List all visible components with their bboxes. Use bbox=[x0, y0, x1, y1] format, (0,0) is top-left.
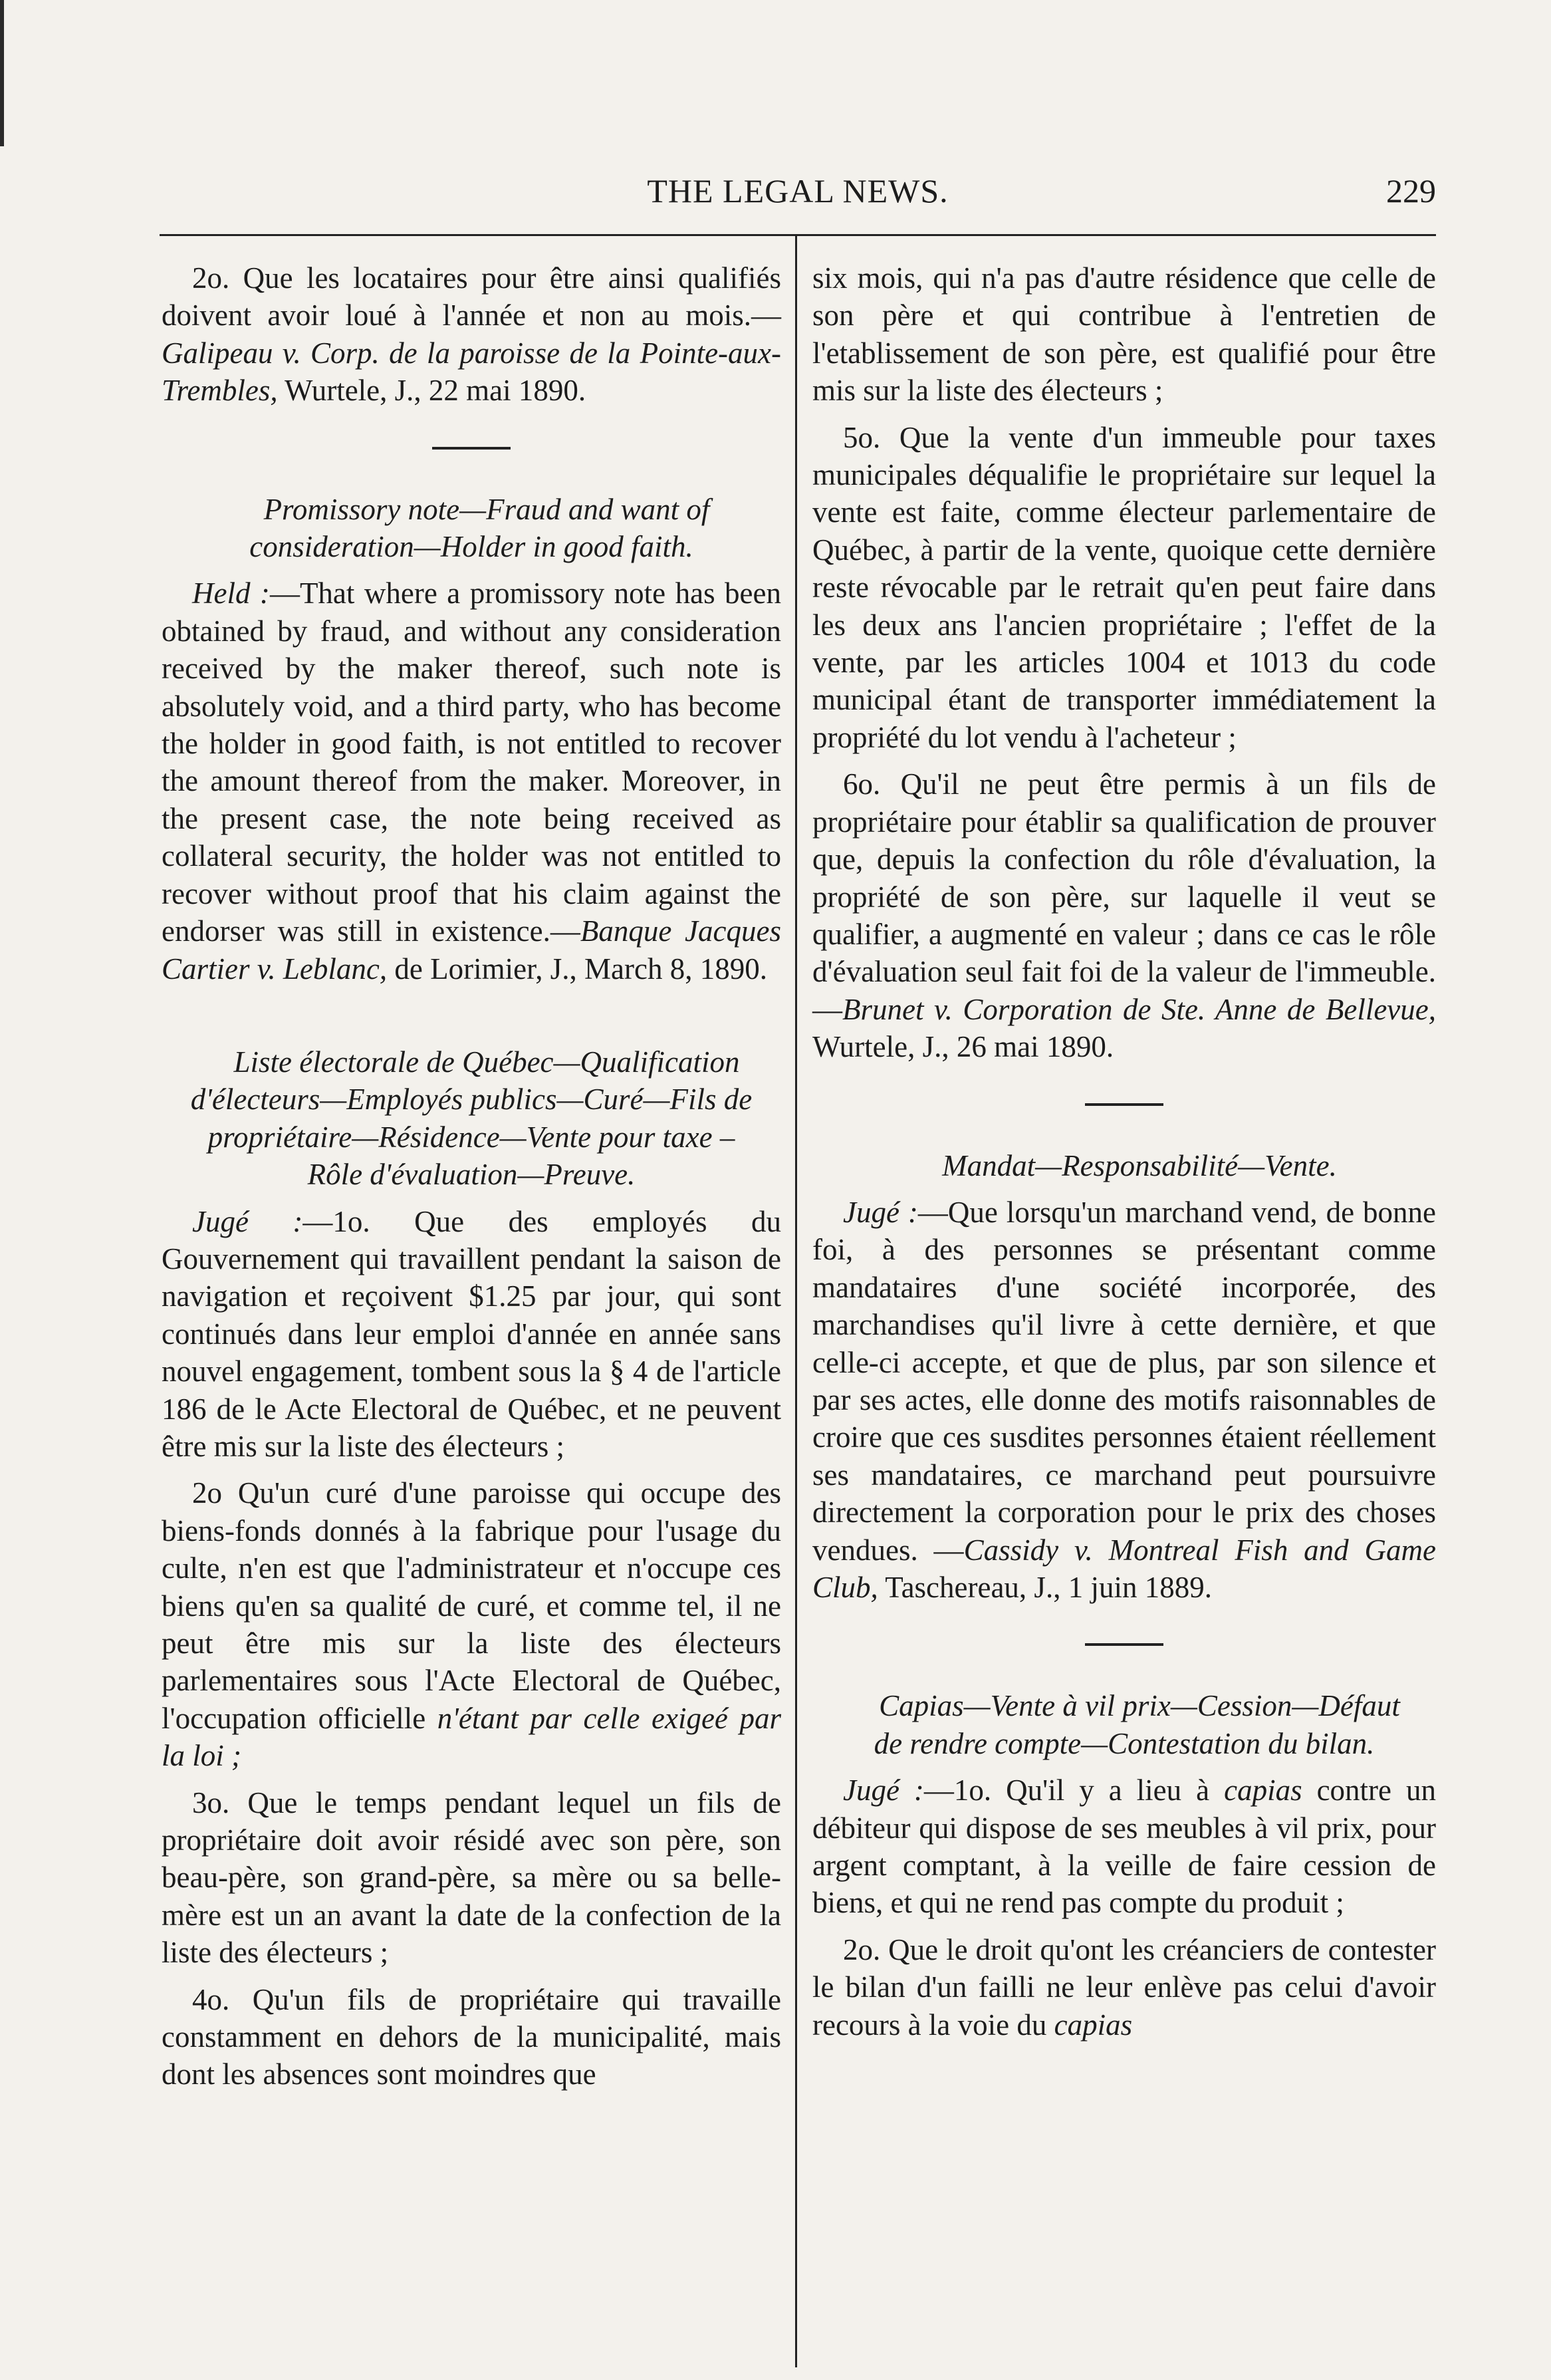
paragraph-text: 2o Qu'un curé d'une paroisse qui occupe des biens-fonds donnés à la fabrique pour l'usage du culte, n'en est que l'administrateur et n'occupe ces biens qu'en sa qualité de curé, et comme tel, il ne peut être mis sur la liste des électeurs parlementaires sous l'Acte Electoral de Québec, l'occupation officielle bbox=[162, 1476, 781, 1735]
paragraph bbox=[812, 1772, 1436, 1922]
citation-judge: Wurtele, J., 26 mai 1890. bbox=[812, 1030, 1114, 1064]
paragraph-text: 2o. Que les locataires pour être ainsi qualifiés doivent avoir loué à l'année et non au mois.— bbox=[162, 261, 781, 332]
paragraph-text: 6o. Qu'il ne peut être permis à un fils de propriétaire pour établir sa qualification de prouver que, depuis la confection du rôle d'évaluation, la propriété de son père, sur laquelle il veut se qualifier, a augmenté en valeur ; dans ce cas le rôle d'évaluation seul fait foi de la valeur de l'immeuble.— bbox=[812, 767, 1436, 1026]
paragraph-lead: Jugé : bbox=[192, 1204, 303, 1238]
case-citation: Brunet v. Corporation de Ste. Anne de Bellevue, bbox=[842, 992, 1436, 1026]
right-column bbox=[812, 259, 1436, 2053]
citation-judge: de Lorimier, J., March 8, 1890. bbox=[387, 952, 767, 986]
page-number: 229 bbox=[1386, 172, 1436, 209]
page-header bbox=[160, 172, 1436, 218]
paragraph bbox=[162, 1203, 781, 1466]
journal-title: THE LEGAL NEWS. bbox=[647, 172, 949, 209]
paragraph: 4o. Qu'un fils de propriétaire qui travaille constamment en dehors de la municipalité, mais dont les absences sont moindres que bbox=[162, 1982, 781, 2091]
section-separator bbox=[1085, 1643, 1163, 1646]
paragraph: six mois, qui n'a pas d'autre résidence que celle de son père et qui contribue à l'entretien de l'etablissement de son père, est qualifié pour être mis sur la liste des électeurs ; bbox=[812, 261, 1436, 408]
paragraph-italic: n'étant par celle exigeé par la loi ; bbox=[162, 1701, 781, 1773]
paragraph-lead: Held : bbox=[192, 577, 270, 610]
case-heading: Liste électorale de Québec—Qualification d'électeurs—Employés publics—Curé—Fils de propriétaire—Résidence—Vente pour taxe – Rôle d'évaluation—Preuve. bbox=[190, 1045, 753, 1192]
citation-judge: Wurtele, J., 22 mai 1890. bbox=[277, 374, 586, 408]
paragraph: 3o. Que le temps pendant lequel un fils de propriétaire doit avoir résidé avec son père, son beau-père, son grand-père, sa mère ou sa belle-mère est un an avant la date de la confection de la liste des électeurs ; bbox=[162, 1785, 781, 1970]
paragraph-italic: capias bbox=[1054, 2008, 1133, 2042]
paragraph-text: —1o. Qu'il y a lieu à bbox=[923, 1774, 1225, 1807]
paragraph-text: contre un débiteur qui dispose de ses meubles à vil prix, pour argent comptant, à la veille de faire cession de biens, et qui ne rend pas compte du produit ; bbox=[812, 1774, 1436, 1920]
paragraph bbox=[812, 1931, 1436, 2044]
paragraph-text: —Que lorsqu'un marchand vend, de bonne foi, à des personnes se présentant comme mandataires d'une société incorporée, des marchandises qu'il livre à cette dernière, et que celle-ci accepte, et que de plus, par son silence et par ses actes, elle donne des motifs raisonnables de croire que ces susdites personnes étaient réellement ses mandataires, ce marchand peut poursuivre directement la corporation pour le prix des choses vendues. — bbox=[812, 1195, 1436, 1567]
paragraph bbox=[812, 1194, 1436, 1606]
paragraph-text: —1o. Que des employés du Gouvernement qui travaillent pendant la saison de navigation et reçoivent $1.25 par jour, qui sont continués dans leur emploi d'année en année sans nouvel engagement, tombent sous la § 4 de l'article 186 de le Acte Electoral de Québec, et ne peuvent être mis sur la liste des électeurs ; bbox=[162, 1204, 782, 1463]
case-heading: Capias—Vente à vil prix—Cession—Défaut de rendre compte—Contestation du bilan. bbox=[874, 1689, 1400, 1760]
citation-judge: Taschereau, J., 1 juin 1889. bbox=[878, 1571, 1212, 1604]
paragraph-italic: capias bbox=[1224, 1774, 1302, 1807]
section-separator bbox=[1085, 1103, 1163, 1106]
paragraph: 5o. Que la vente d'un immeuble pour taxes municipales déqualifie le propriétaire sur lequel la vente est faite, comme électeur parlementaire de Québec, à partir de la vente, quoique cette dernière reste révocable par le retrait qu'en peut faire dans les deux ans l'ancien propriétaire ; l'effet de la vente, par les articles 1004 et 1013 du code municipal étant de transporter immédiatement la propriété du lot vendu à l'acheteur ; bbox=[812, 420, 1436, 754]
paragraph bbox=[162, 1474, 781, 1774]
paragraph bbox=[812, 765, 1436, 1065]
case-citation: Galipeau v. Corp. de la paroisse de la Pointe-aux-Trembles, bbox=[162, 336, 781, 408]
case-heading: Promissory note—Fraud and want of consideration—Holder in good faith. bbox=[249, 492, 710, 564]
column-divider bbox=[795, 236, 797, 2367]
paragraph-text: —That where a promissory note has been obtained by fraud, and without any consideration received by the maker thereof, such note is absolutely void, and a third party, who has become the holder in good faith, is not entitled to recover the amount thereof from the maker. Moreover, in the present case, the note being received as collateral security, the holder was not entitled to recover without proof that his claim against the endorser was still in existence.— bbox=[162, 577, 781, 948]
case-heading: Mandat—Responsabilité—Vente. bbox=[942, 1148, 1337, 1182]
case-citation: Banque Jacques Cartier v. Leblanc, bbox=[162, 914, 781, 986]
paragraph-text: 2o. Que le droit qu'ont les créanciers de contester le bilan d'un failli ne leur enlève pas celui d'avoir recours à la voie du bbox=[812, 1932, 1436, 2042]
header-rule bbox=[160, 234, 1436, 236]
paragraph bbox=[162, 575, 781, 987]
paragraph-lead: Jugé : bbox=[843, 1195, 918, 1229]
paragraph-lead: Jugé : bbox=[843, 1774, 924, 1807]
case-citation: Cassidy v. Montreal Fish and Game Club, bbox=[812, 1533, 1436, 1604]
page-binding-edge bbox=[0, 0, 4, 146]
section-separator bbox=[432, 447, 511, 450]
paragraph bbox=[162, 259, 781, 410]
left-column bbox=[162, 259, 781, 2103]
